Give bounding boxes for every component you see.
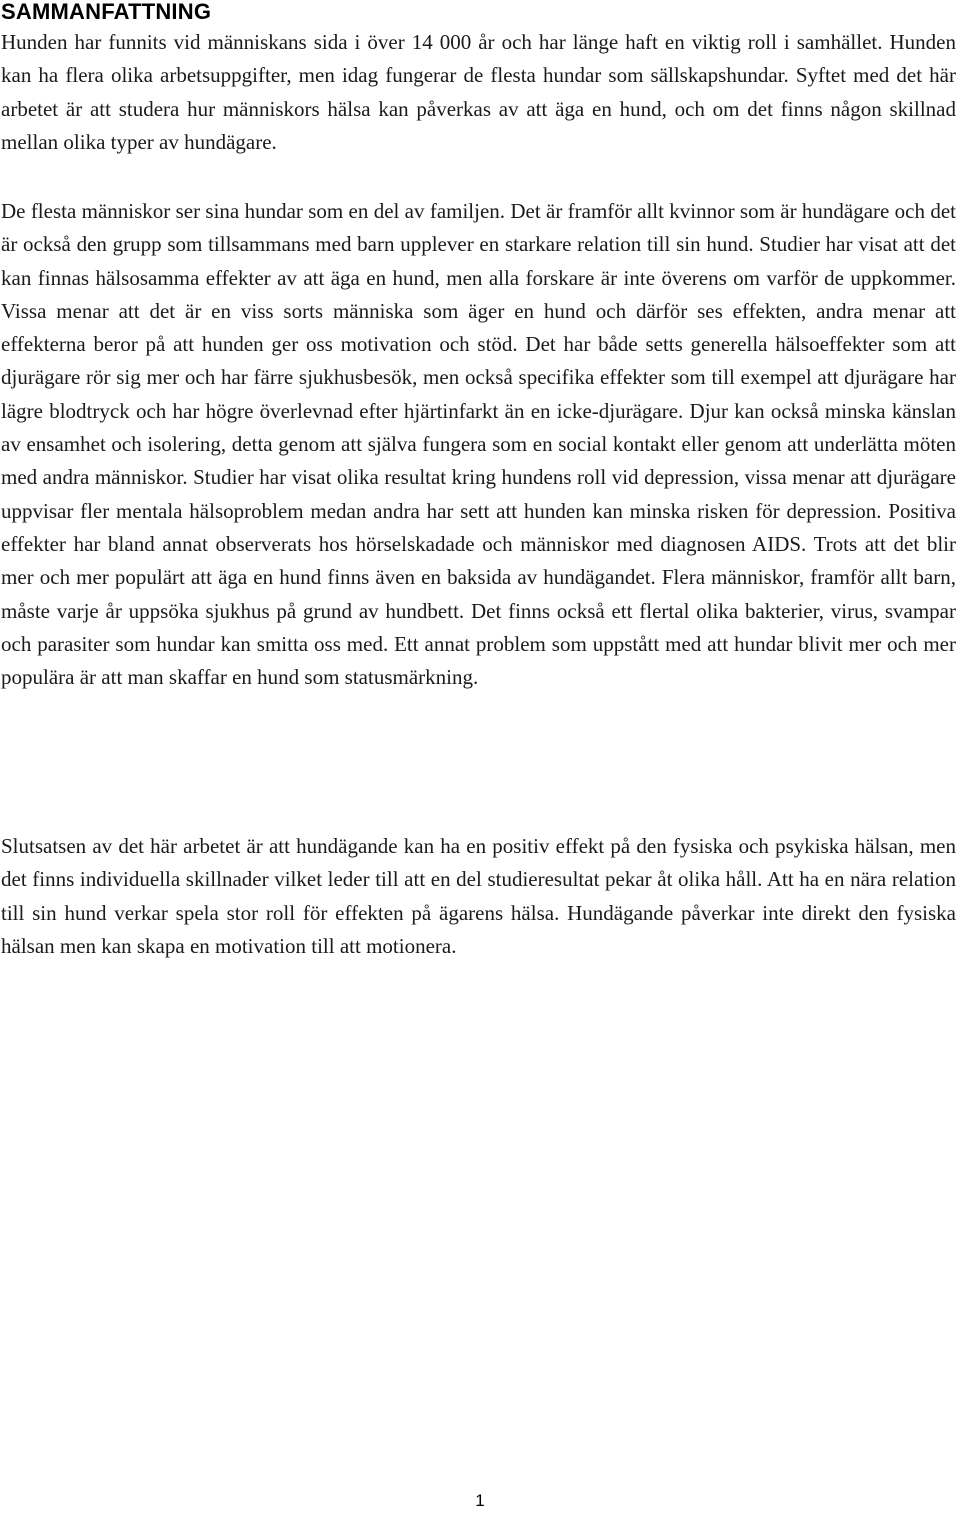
paragraph-conclusion: Slutsatsen av det här arbetet är att hundägande kan ha en positiv effekt på den fysiska och psykiska hälsan, men det finns individuella skillnader vilket leder till att en del studieresultat pekar åt olika håll. Att ha en nära relation till sin hund verkar spela stor roll för effekten på ägarens hälsa. Hundägande påverkar inte direkt den fysiska hälsan men kan skapa en motivation till att motionera. [1, 834, 956, 958]
page-number: 1 [475, 1491, 485, 1510]
paragraph-body: De flesta människor ser sina hundar som en del av familjen. Det är framför allt kvinnor som är hundägare och det är också den grupp som tillsammans med barn upplever en starkare relation till sin hund. Studier har visat att det kan finnas hälsosamma effekter av att äga en hund, men alla forskare är inte överens om varför de uppkommer. Vissa menar att det är en viss sorts människa som äger en hund och därför ses effekten, andra menar att effekterna beror på att hunden ger oss motivation och stöd. Det har både setts generella hälsoeffekter som att djurägare rör sig mer och har färre sjukhusbesök, men också specifika effekter som till exempel att djurägare har lägre blodtryck och har högre överlevnad efter hjärtinfarkt än en icke-djurägare. Djur kan också minska känslan av ensamhet och isolering, detta genom att själva fungera som en social kontakt eller genom att underlätta möten med andra människor. Studier har visat olika resultat kring hundens roll vid depression, vissa menar att djurägare uppvisar fler mentala hälsoproblem medan andra har sett att hunden kan minska risken för depression. Positiva effekter har bland annat observerats hos hörselskadade och människor med diagnosen AIDS. Trots att det blir mer och mer populärt att äga en hund finns även en baksida av hundägandet. Flera människor, framför allt barn, måste varje år uppsöka sjukhus på grund av hundbett. Det finns också ett flertal olika bakterier, virus, svampar och parasiter som hundar kan smitta oss med. Ett annat problem som uppstått med att hundar blivit mer och mer populära är att man skaffar en hund som statusmärkning. [1, 199, 956, 690]
section-heading: SAMMANFATTNING [1, 0, 212, 24]
paragraph-introduction: Hunden har funnits vid människans sida i över 14 000 år och har länge haft en viktig roll i samhället. Hunden kan ha flera olika arbetsuppgifter, men idag fungerar de flesta hundar som sällskapshundar. Syftet med det här arbetet är att studera hur människors hälsa kan påverkas av att äga en hund, och om det finns någon skillnad mellan olika typer av hundägare. [1, 30, 956, 154]
